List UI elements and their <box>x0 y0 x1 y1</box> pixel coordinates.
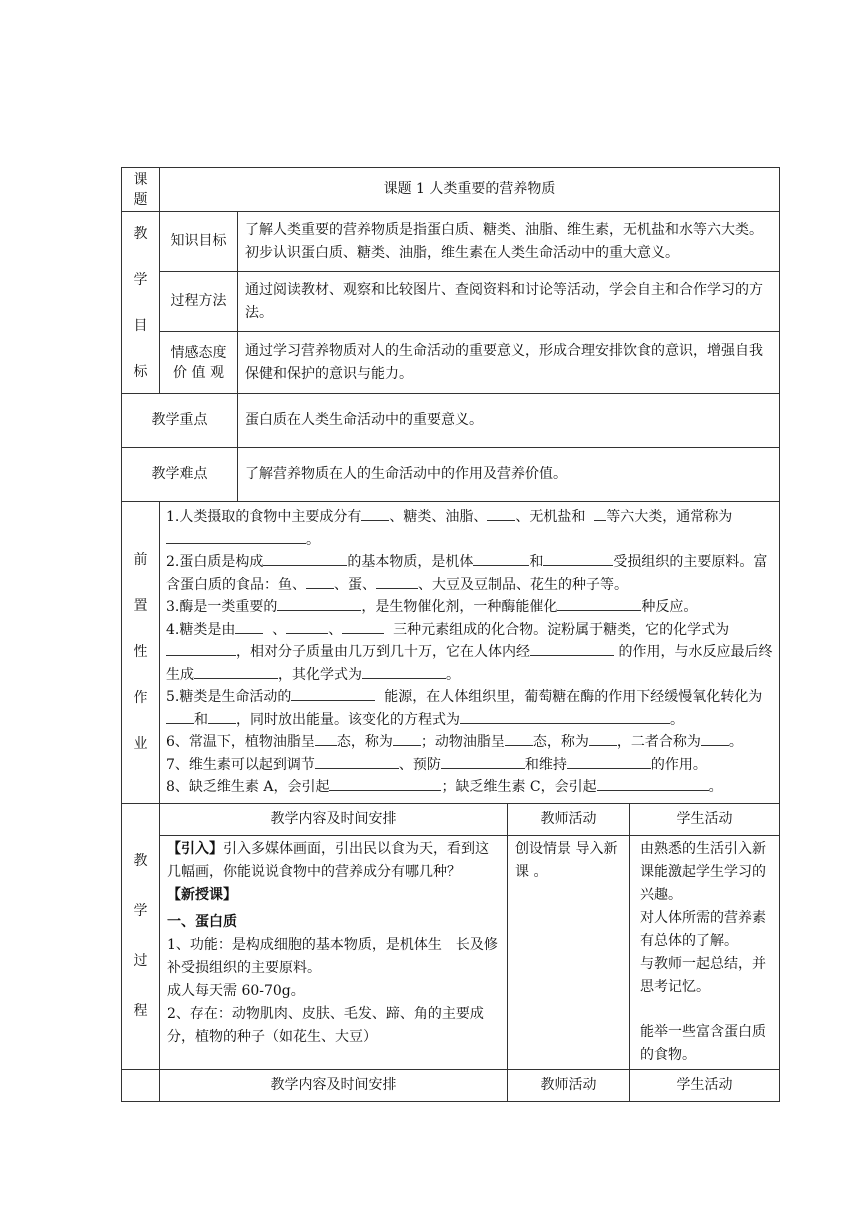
teacher-activity: 创设情景 导入新课 。 <box>508 835 630 1069</box>
student-activity-1: 由熟悉的生活引入新课能激起学生学习的兴趣。 <box>640 840 766 903</box>
homework-q4: 4.糖类是由 、 、 三种元素组成的化合物。淀粉属于糖类，它的化学式为，相对分子质量由几万到几十万，它在人体内经 的作用，与水反应最后终生成 ，其化学式为 。 <box>166 619 773 687</box>
objective-label-knowledge: 知识目标 <box>160 212 238 272</box>
topic-title: 课题 1 人类重要的营养物质 <box>160 168 780 212</box>
student-activity <box>630 835 780 1069</box>
key-point-text: 蛋白质在人类生命活动中的重要意义。 <box>238 394 780 448</box>
objectives-label: 教 学 目 标 <box>122 212 160 394</box>
header-teacher-repeat: 教师活动 <box>508 1069 630 1101</box>
key-point-label: 教学重点 <box>122 394 238 448</box>
lesson-plan-table <box>121 167 780 1102</box>
homework-q3: 3.酶是一类重要的 ，是生物催化剂，一种酶能催化 种反应。 <box>166 596 773 619</box>
section-heading: 一、蛋白质 <box>167 913 237 930</box>
lesson-plan <box>121 167 779 1102</box>
difficulty-label: 教学难点 <box>122 448 238 502</box>
student-activity-4: 能举一些富含蛋白质的食物。 <box>640 1023 766 1063</box>
homework-q8: 8、缺乏维生素 A，会引起 ；缺乏维生素 C，会引起 。 <box>166 776 773 799</box>
content-daily-need: 成人每天需 60-70g。 <box>167 982 305 999</box>
process-content <box>160 835 508 1069</box>
homework-questions <box>160 502 780 804</box>
difficulty-row <box>122 448 780 502</box>
homework-q2: 2.蛋白质是构成 的基本物质，是机体 和 受损组织的主要原料。富含蛋白质的食品：鱼、 、蛋、 、大豆及豆制品、花生的种子等。 <box>166 551 773 596</box>
homework-q1: 1.人类摄取的食物中主要成分有 、糖类、油脂、 、无机盐和 等六大类，通常称为。 <box>166 506 773 551</box>
header-student-repeat: 学生活动 <box>630 1069 780 1101</box>
homework-q6: 6、常温下，植物油脂呈 态，称为 ；动物油脂呈 态，称为 ，二者合称为 。 <box>166 731 773 754</box>
intro-tag: 【引入】 <box>167 840 223 857</box>
objective-row-process <box>122 272 780 332</box>
homework-q5: 5.糖类是生命活动的 能源，在人体组织里，葡萄糖在酶的作用下经缓慢氧化转化为和 ，同时放出能量。该变化的方程式为 。 <box>166 686 773 731</box>
process-label: 教 学 过 程 <box>122 803 160 1069</box>
new-lesson-tag: 【新授课】 <box>167 886 237 903</box>
process-label-empty <box>122 1069 160 1101</box>
objective-row-knowledge <box>122 212 780 272</box>
student-activity-2: 对人体所需的营养素有总体的了解。 <box>640 909 766 949</box>
process-body-row <box>122 835 780 1069</box>
intro-text: 引入多媒体画面，引出民以食为天，看到这几幅画，你能说说食物中的营养成分有哪几种？ <box>167 840 489 880</box>
header-student: 学生活动 <box>630 803 780 835</box>
content-function: 1、功能：是构成细胞的基本物质，是机体生 长及修补受损组织的主要原料。 <box>167 936 498 976</box>
objective-text-attitude: 通过学习营养物质对人的生命活动的重要意义，形成合理安排饮食的意识，增强自我保健和保护的意识与能力。 <box>238 332 780 394</box>
homework-label: 前 置 性 作 业 <box>122 502 160 804</box>
homework-row <box>122 502 780 804</box>
objective-label-process: 过程方法 <box>160 272 238 332</box>
process-header-row-repeat <box>122 1069 780 1101</box>
header-content: 教学内容及时间安排 <box>160 803 508 835</box>
difficulty-text: 了解营养物质在人的生命活动中的作用及营养价值。 <box>238 448 780 502</box>
content-existence: 2、存在：动物肌肉、皮肤、毛发、蹄、角的主要成分，植物的种子（如花生、大豆） <box>167 1005 484 1045</box>
header-teacher: 教师活动 <box>508 803 630 835</box>
objective-text-process: 通过阅读教材、观察和比较图片、查阅资料和讨论等活动，学会自主和合作学习的方法。 <box>238 272 780 332</box>
topic-row <box>122 168 780 212</box>
key-point-row <box>122 394 780 448</box>
objective-label-attitude: 情感态度 价 值 观 <box>160 332 238 394</box>
objective-text-knowledge: 了解人类重要的营养物质是指蛋白质、糖类、油脂、维生素，无机盐和水等六大类。初步认识蛋白质、糖类、油脂，维生素在人类生命活动中的重大意义。 <box>238 212 780 272</box>
topic-label: 课 题 <box>122 168 160 212</box>
process-header-row <box>122 803 780 835</box>
objective-row-attitude <box>122 332 780 394</box>
homework-q7: 7、维生素可以起到调节 、预防 和维持 的作用。 <box>166 754 773 777</box>
header-content-repeat: 教学内容及时间安排 <box>160 1069 508 1101</box>
student-activity-3: 与教师一起总结，并思考记忆。 <box>640 955 766 995</box>
